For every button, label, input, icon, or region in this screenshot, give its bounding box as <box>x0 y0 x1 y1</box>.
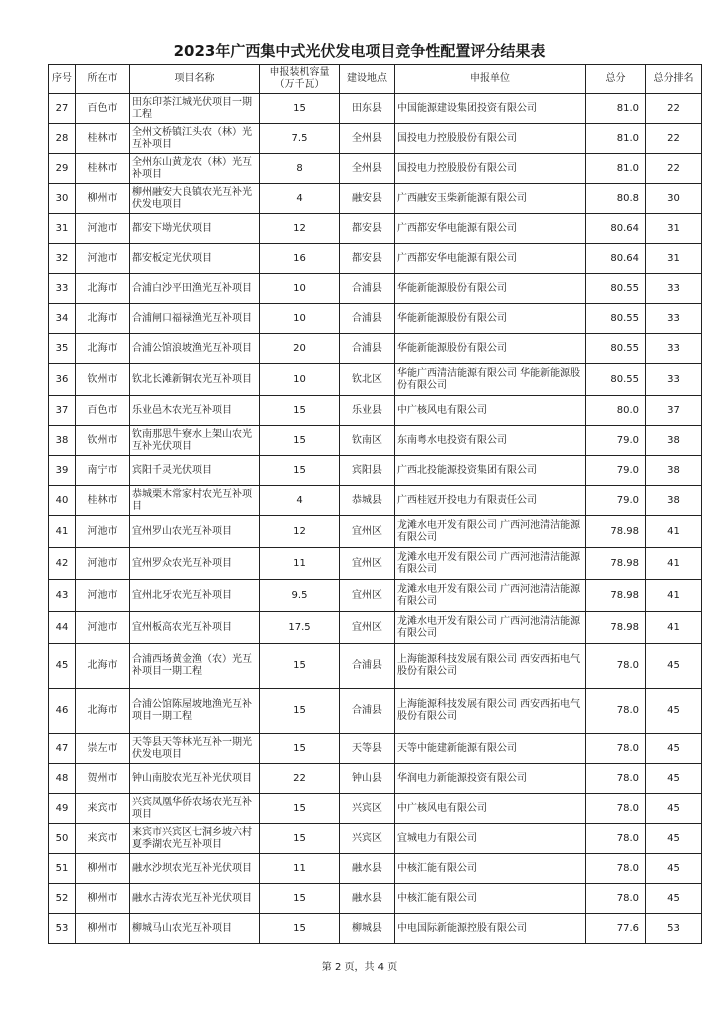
row-location: 都安县 <box>340 244 395 274</box>
row-unit: 中广核风电有限公司 <box>395 794 586 824</box>
row-no: 27 <box>49 94 76 124</box>
table-row <box>49 764 702 794</box>
row-project-name: 宜州板高农光互补项目 <box>130 612 260 644</box>
table-row <box>49 214 702 244</box>
row-no: 41 <box>49 516 76 548</box>
row-city: 百色市 <box>76 396 130 426</box>
row-city: 河池市 <box>76 580 130 612</box>
table-row <box>49 689 702 734</box>
row-no: 40 <box>49 486 76 516</box>
row-project-name: 钟山南胶农光互补光伏项目 <box>130 764 260 794</box>
row-unit: 广西都安华电能源有限公司 <box>395 214 586 244</box>
row-capacity: 11 <box>260 854 340 884</box>
row-score: 80.8 <box>586 184 646 214</box>
row-location: 都安县 <box>340 214 395 244</box>
row-city: 河池市 <box>76 244 130 274</box>
row-project-name: 宜州罗众农光互补项目 <box>130 548 260 580</box>
row-city: 柳州市 <box>76 184 130 214</box>
row-city: 北海市 <box>76 304 130 334</box>
row-city: 柳州市 <box>76 854 130 884</box>
row-score: 78.0 <box>586 794 646 824</box>
table-row <box>49 456 702 486</box>
table-row <box>49 184 702 214</box>
row-no: 30 <box>49 184 76 214</box>
row-city: 河池市 <box>76 612 130 644</box>
table-row <box>49 516 702 548</box>
row-score: 81.0 <box>586 94 646 124</box>
row-location: 合浦县 <box>340 274 395 304</box>
row-unit: 天等中能建新能源有限公司 <box>395 734 586 764</box>
row-capacity: 15 <box>260 884 340 914</box>
row-score: 80.0 <box>586 396 646 426</box>
row-project-name: 柳城马山农光互补项目 <box>130 914 260 944</box>
row-capacity: 12 <box>260 516 340 548</box>
row-rank: 41 <box>646 548 702 580</box>
header-city: 所在市 <box>76 65 130 94</box>
row-rank: 31 <box>646 214 702 244</box>
row-score: 78.98 <box>586 516 646 548</box>
table-row <box>49 94 702 124</box>
row-capacity: 15 <box>260 396 340 426</box>
row-capacity: 15 <box>260 824 340 854</box>
table-row <box>49 612 702 644</box>
row-capacity: 15 <box>260 426 340 456</box>
row-score: 78.0 <box>586 884 646 914</box>
row-rank: 45 <box>646 824 702 854</box>
row-no: 32 <box>49 244 76 274</box>
row-capacity: 15 <box>260 644 340 689</box>
row-unit: 上海能源科技发展有限公司 西安西拓电气股份有限公司 <box>395 644 586 689</box>
row-city: 来宾市 <box>76 824 130 854</box>
table-row <box>49 154 702 184</box>
row-city: 钦州市 <box>76 364 130 396</box>
row-location: 乐业县 <box>340 396 395 426</box>
row-city: 百色市 <box>76 94 130 124</box>
row-project-name: 都安板定光伏项目 <box>130 244 260 274</box>
row-location: 融安县 <box>340 184 395 214</box>
row-project-name: 全州文桥镇江头农（林）光互补项目 <box>130 124 260 154</box>
row-score: 80.55 <box>586 334 646 364</box>
table-row <box>49 244 702 274</box>
row-unit: 宜城电力有限公司 <box>395 824 586 854</box>
row-capacity: 9.5 <box>260 580 340 612</box>
row-no: 36 <box>49 364 76 396</box>
row-capacity: 15 <box>260 456 340 486</box>
row-score: 78.0 <box>586 644 646 689</box>
header-location: 建设地点 <box>340 65 395 94</box>
row-unit: 华能新能源股份有限公司 <box>395 334 586 364</box>
table-row <box>49 884 702 914</box>
row-project-name: 钦北长滩新铜农光互补项目 <box>130 364 260 396</box>
row-location: 宜州区 <box>340 548 395 580</box>
row-no: 52 <box>49 884 76 914</box>
row-rank: 41 <box>646 516 702 548</box>
row-no: 33 <box>49 274 76 304</box>
row-unit: 龙滩水电开发有限公司 广西河池清洁能源有限公司 <box>395 548 586 580</box>
row-rank: 45 <box>646 794 702 824</box>
row-rank: 37 <box>646 396 702 426</box>
row-score: 78.98 <box>586 548 646 580</box>
row-capacity: 15 <box>260 794 340 824</box>
row-project-name: 田东印茶江城光伏项目一期工程 <box>130 94 260 124</box>
row-score: 79.0 <box>586 426 646 456</box>
row-location: 兴宾区 <box>340 794 395 824</box>
document-title: 2023年广西集中式光伏发电项目竞争性配置评分结果表 <box>173 42 546 60</box>
row-location: 宾阳县 <box>340 456 395 486</box>
table-header-row <box>49 65 702 94</box>
table-row <box>49 124 702 154</box>
results-table <box>48 64 702 944</box>
table-row <box>49 334 702 364</box>
table-row <box>49 396 702 426</box>
row-city: 河池市 <box>76 548 130 580</box>
row-project-name: 合浦闸口福禄渔光互补项目 <box>130 304 260 334</box>
row-no: 37 <box>49 396 76 426</box>
row-unit: 华能广西清洁能源有限公司 华能新能源股份有限公司 <box>395 364 586 396</box>
row-no: 49 <box>49 794 76 824</box>
row-no: 42 <box>49 548 76 580</box>
row-location: 钟山县 <box>340 764 395 794</box>
row-location: 田东县 <box>340 94 395 124</box>
row-no: 28 <box>49 124 76 154</box>
row-project-name: 合浦白沙平田渔光互补项目 <box>130 274 260 304</box>
row-unit: 中广核风电有限公司 <box>395 396 586 426</box>
row-location: 全州县 <box>340 154 395 184</box>
row-rank: 33 <box>646 364 702 396</box>
row-score: 78.0 <box>586 764 646 794</box>
table-row <box>49 364 702 396</box>
row-rank: 33 <box>646 304 702 334</box>
table-row <box>49 274 702 304</box>
row-score: 80.55 <box>586 274 646 304</box>
row-unit: 广西北投能源投资集团有限公司 <box>395 456 586 486</box>
row-capacity: 4 <box>260 486 340 516</box>
row-city: 北海市 <box>76 334 130 364</box>
table-row <box>49 824 702 854</box>
row-city: 柳州市 <box>76 884 130 914</box>
row-no: 45 <box>49 644 76 689</box>
row-city: 柳州市 <box>76 914 130 944</box>
header-capacity: 申报装机容量（万千瓦） <box>260 65 340 94</box>
row-location: 宜州区 <box>340 580 395 612</box>
row-project-name: 宾阳千灵光伏项目 <box>130 456 260 486</box>
row-location: 兴宾区 <box>340 824 395 854</box>
row-score: 78.0 <box>586 854 646 884</box>
row-project-name: 钦南那思牛寮水上架山农光互补光伏项目 <box>130 426 260 456</box>
row-capacity: 10 <box>260 304 340 334</box>
row-score: 77.6 <box>586 914 646 944</box>
row-unit: 龙滩水电开发有限公司 广西河池清洁能源有限公司 <box>395 516 586 548</box>
row-rank: 38 <box>646 456 702 486</box>
row-capacity: 15 <box>260 94 340 124</box>
row-no: 53 <box>49 914 76 944</box>
row-no: 46 <box>49 689 76 734</box>
row-rank: 22 <box>646 154 702 184</box>
row-capacity: 20 <box>260 334 340 364</box>
row-capacity: 7.5 <box>260 124 340 154</box>
row-score: 80.55 <box>586 364 646 396</box>
row-project-name: 天等县天等林光互补一期光伏发电项目 <box>130 734 260 764</box>
row-unit: 广西融安玉柴新能源有限公司 <box>395 184 586 214</box>
row-rank: 53 <box>646 914 702 944</box>
row-city: 河池市 <box>76 214 130 244</box>
row-rank: 38 <box>646 426 702 456</box>
row-capacity: 15 <box>260 734 340 764</box>
table-row <box>49 486 702 516</box>
header-unit: 申报单位 <box>395 65 586 94</box>
row-city: 桂林市 <box>76 154 130 184</box>
table-row <box>49 644 702 689</box>
row-capacity: 15 <box>260 914 340 944</box>
row-rank: 45 <box>646 689 702 734</box>
row-rank: 33 <box>646 334 702 364</box>
row-location: 全州县 <box>340 124 395 154</box>
row-no: 51 <box>49 854 76 884</box>
row-location: 宜州区 <box>340 612 395 644</box>
row-unit: 中国能源建设集团投资有限公司 <box>395 94 586 124</box>
row-capacity: 17.5 <box>260 612 340 644</box>
row-location: 合浦县 <box>340 644 395 689</box>
row-score: 81.0 <box>586 124 646 154</box>
row-project-name: 合浦西场黄金渔（农）光互补项目一期工程 <box>130 644 260 689</box>
row-city: 桂林市 <box>76 486 130 516</box>
header-score: 总分 <box>586 65 646 94</box>
table-row <box>49 304 702 334</box>
row-capacity: 12 <box>260 214 340 244</box>
row-project-name: 全州东山黄龙农（林）光互补项目 <box>130 154 260 184</box>
row-project-name: 合浦公馆浪坡渔光互补项目 <box>130 334 260 364</box>
row-city: 北海市 <box>76 644 130 689</box>
row-rank: 22 <box>646 124 702 154</box>
row-city: 桂林市 <box>76 124 130 154</box>
row-city: 来宾市 <box>76 794 130 824</box>
row-unit: 广西都安华电能源有限公司 <box>395 244 586 274</box>
row-no: 31 <box>49 214 76 244</box>
row-score: 80.64 <box>586 244 646 274</box>
row-score: 80.55 <box>586 304 646 334</box>
row-rank: 45 <box>646 854 702 884</box>
row-city: 北海市 <box>76 274 130 304</box>
row-project-name: 乐业邑木农光互补项目 <box>130 396 260 426</box>
row-capacity: 10 <box>260 364 340 396</box>
table-row <box>49 426 702 456</box>
row-location: 融水县 <box>340 854 395 884</box>
row-location: 天等县 <box>340 734 395 764</box>
row-rank: 22 <box>646 94 702 124</box>
row-rank: 41 <box>646 612 702 644</box>
row-project-name: 合浦公馆陈屋坡地渔光互补项目一期工程 <box>130 689 260 734</box>
row-no: 43 <box>49 580 76 612</box>
table-row <box>49 854 702 884</box>
row-rank: 45 <box>646 884 702 914</box>
row-location: 钦北区 <box>340 364 395 396</box>
row-score: 79.0 <box>586 456 646 486</box>
row-score: 78.0 <box>586 734 646 764</box>
row-location: 钦南区 <box>340 426 395 456</box>
row-project-name: 都安下坳光伏项目 <box>130 214 260 244</box>
row-unit: 国投电力控股股份有限公司 <box>395 124 586 154</box>
row-no: 29 <box>49 154 76 184</box>
row-city: 崇左市 <box>76 734 130 764</box>
row-no: 47 <box>49 734 76 764</box>
row-rank: 45 <box>646 764 702 794</box>
row-project-name: 融水沙坝农光互补光伏项目 <box>130 854 260 884</box>
table-row <box>49 548 702 580</box>
header-rank: 总分排名 <box>646 65 702 94</box>
row-capacity: 10 <box>260 274 340 304</box>
table-row <box>49 734 702 764</box>
row-capacity: 15 <box>260 689 340 734</box>
row-score: 80.64 <box>586 214 646 244</box>
header-no: 序号 <box>49 65 76 94</box>
row-no: 48 <box>49 764 76 794</box>
row-location: 融水县 <box>340 884 395 914</box>
row-rank: 45 <box>646 644 702 689</box>
row-rank: 33 <box>646 274 702 304</box>
row-unit: 东南粤水电投资有限公司 <box>395 426 586 456</box>
row-project-name: 宜州罗山农光互补项目 <box>130 516 260 548</box>
row-unit: 龙滩水电开发有限公司 广西河池清洁能源有限公司 <box>395 612 586 644</box>
row-rank: 30 <box>646 184 702 214</box>
row-no: 50 <box>49 824 76 854</box>
row-no: 35 <box>49 334 76 364</box>
row-no: 38 <box>49 426 76 456</box>
row-unit: 华能新能源股份有限公司 <box>395 274 586 304</box>
row-project-name: 恭城栗木常家村农光互补项目 <box>130 486 260 516</box>
row-unit: 广西桂冠开投电力有限责任公司 <box>395 486 586 516</box>
row-unit: 华能新能源股份有限公司 <box>395 304 586 334</box>
row-project-name: 兴宾凤凰华侨农场农光互补项目 <box>130 794 260 824</box>
row-rank: 45 <box>646 734 702 764</box>
row-unit: 中核汇能有限公司 <box>395 884 586 914</box>
row-unit: 国投电力控股股份有限公司 <box>395 154 586 184</box>
row-score: 81.0 <box>586 154 646 184</box>
row-city: 南宁市 <box>76 456 130 486</box>
row-capacity: 11 <box>260 548 340 580</box>
row-unit: 中核汇能有限公司 <box>395 854 586 884</box>
header-name: 项目名称 <box>130 65 260 94</box>
row-unit: 中电国际新能源控股有限公司 <box>395 914 586 944</box>
row-score: 78.98 <box>586 580 646 612</box>
row-project-name: 宜州北牙农光互补项目 <box>130 580 260 612</box>
row-score: 78.98 <box>586 612 646 644</box>
row-location: 宜州区 <box>340 516 395 548</box>
row-unit: 华润电力新能源投资有限公司 <box>395 764 586 794</box>
row-unit: 龙滩水电开发有限公司 广西河池清洁能源有限公司 <box>395 580 586 612</box>
row-no: 34 <box>49 304 76 334</box>
row-city: 河池市 <box>76 516 130 548</box>
page-footer: 第 2 页，共 4 页 <box>321 962 398 973</box>
row-city: 贺州市 <box>76 764 130 794</box>
row-city: 北海市 <box>76 689 130 734</box>
row-location: 合浦县 <box>340 304 395 334</box>
row-score: 78.0 <box>586 824 646 854</box>
row-location: 柳城县 <box>340 914 395 944</box>
table-row <box>49 914 702 944</box>
row-capacity: 4 <box>260 184 340 214</box>
row-rank: 38 <box>646 486 702 516</box>
row-unit: 上海能源科技发展有限公司 西安西拓电气股份有限公司 <box>395 689 586 734</box>
table-row <box>49 580 702 612</box>
row-score: 78.0 <box>586 689 646 734</box>
row-no: 44 <box>49 612 76 644</box>
row-capacity: 16 <box>260 244 340 274</box>
row-location: 合浦县 <box>340 689 395 734</box>
row-capacity: 8 <box>260 154 340 184</box>
row-location: 恭城县 <box>340 486 395 516</box>
row-project-name: 柳州融安大良镇农光互补光伏发电项目 <box>130 184 260 214</box>
row-score: 79.0 <box>586 486 646 516</box>
row-rank: 31 <box>646 244 702 274</box>
row-rank: 41 <box>646 580 702 612</box>
table-row <box>49 794 702 824</box>
row-capacity: 22 <box>260 764 340 794</box>
row-no: 39 <box>49 456 76 486</box>
row-project-name: 融水古涛农光互补光伏项目 <box>130 884 260 914</box>
row-city: 钦州市 <box>76 426 130 456</box>
row-project-name: 来宾市兴宾区七洞乡坡六村夏季湖农光互补项目 <box>130 824 260 854</box>
row-location: 合浦县 <box>340 334 395 364</box>
